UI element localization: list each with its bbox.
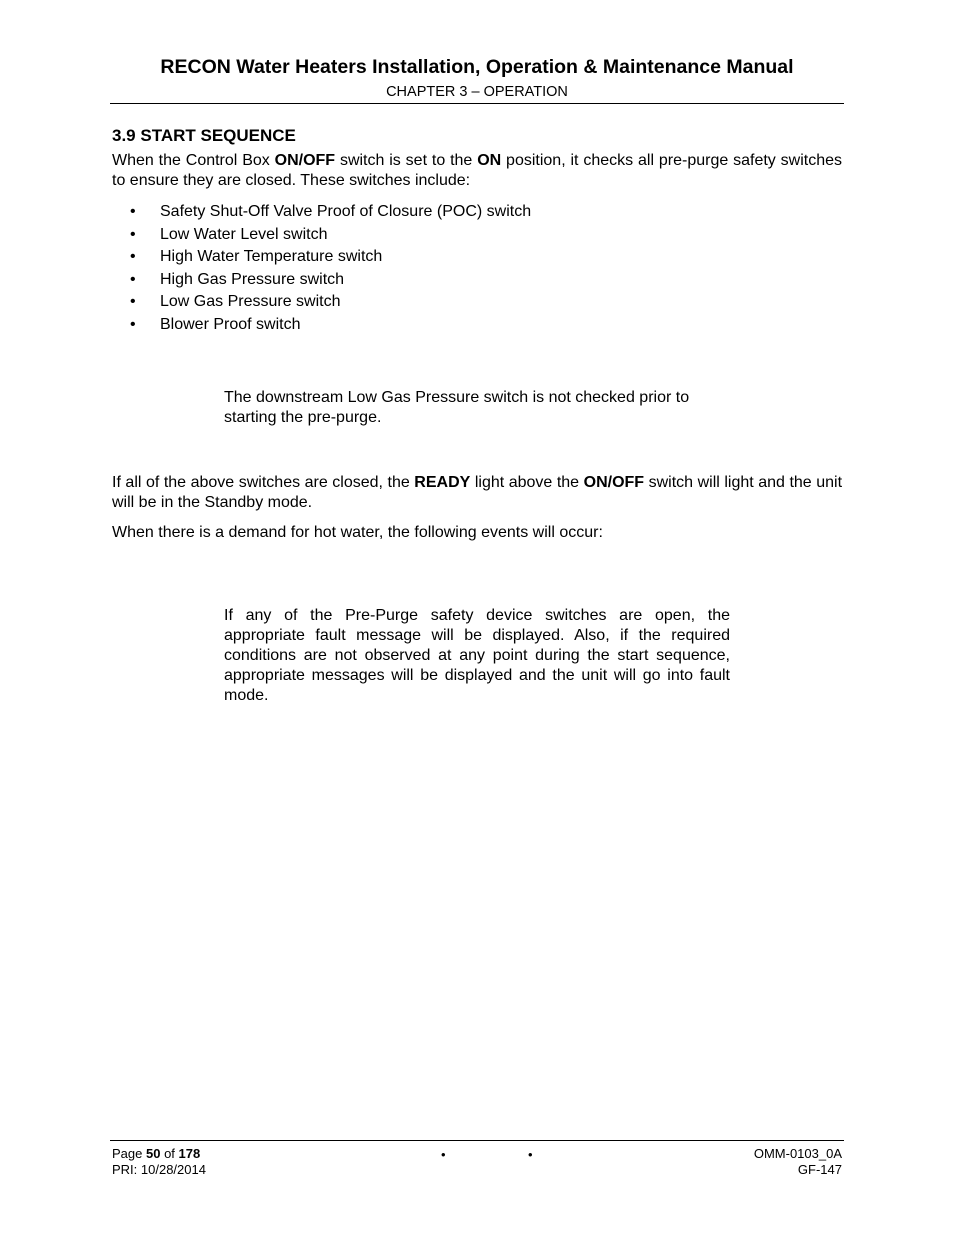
demand-paragraph: When there is a demand for hot water, the following events will occur: <box>112 524 603 541</box>
list-item <box>112 201 531 224</box>
footer-gf-code: GF-147 <box>797 1162 842 1177</box>
ready-text-1: If all of the above switches are closed, the <box>112 474 415 491</box>
ready-bold-ready: READY <box>414 474 471 491</box>
intro-text-1: When the Control Box <box>112 152 275 169</box>
section-heading: 3.9 START SEQUENCE <box>112 126 296 145</box>
note-fault-message: If any of the Pre-Purge safety device switches are open, the appropriate fault message will be displayed. Also, if the required conditions are not observed at any point during the start sequence, appropriate messages will be displayed and the unit will go into fault mode. <box>224 607 730 704</box>
bullet-icon: • <box>130 248 136 265</box>
bullet-icon: • <box>130 315 136 333</box>
bullet-icon: • <box>130 203 136 220</box>
document-title: RECON Water Heaters Installation, Operation & Maintenance Manual <box>160 56 794 78</box>
page-total: 178 <box>178 1146 201 1161</box>
bullet-icon: • <box>130 225 136 243</box>
footer-separator-right: • <box>528 1147 533 1162</box>
safety-switch-list <box>112 201 531 336</box>
footer-pri-date: PRI: 10/28/2014 <box>112 1162 206 1177</box>
intro-bold-on: ON <box>477 152 502 169</box>
bullet-icon: • <box>130 270 136 288</box>
intro-bold-onoff: ON/OFF <box>274 152 336 169</box>
list-item <box>112 314 531 337</box>
list-item-text: High Gas Pressure switch <box>160 270 345 288</box>
ready-paragraph <box>112 473 842 513</box>
intro-text-3: position, it checks all pre-purge safety switches to ensure they are closed. These switches include: <box>112 152 843 189</box>
list-item <box>112 269 531 292</box>
page-current: 50 <box>145 1146 161 1161</box>
intro-paragraph <box>112 151 842 191</box>
ready-text-3: switch will light and the unit will be in the Standby mode. <box>112 474 843 511</box>
page-of: of <box>160 1146 179 1161</box>
list-item-text: High Water Temperature switch <box>160 248 383 265</box>
footer-doc-number: OMM-0103_0A <box>753 1146 842 1161</box>
page-prefix: Page <box>112 1146 146 1161</box>
note-low-gas-pressure: The downstream Low Gas Pressure switch is not checked prior to starting the pre-purge. <box>224 389 690 426</box>
list-item-text: Low Gas Pressure switch <box>160 293 341 310</box>
ready-text-2: light above the <box>470 474 584 491</box>
list-item <box>112 246 531 269</box>
list-item-text: Blower Proof switch <box>160 315 301 333</box>
list-item <box>112 224 531 247</box>
footer-divider <box>110 1140 844 1141</box>
footer-separator-left: • <box>441 1147 446 1162</box>
header-divider <box>110 103 844 104</box>
intro-text-2: switch is set to the <box>335 152 478 169</box>
list-item-text: Low Water Level switch <box>160 225 328 243</box>
chapter-label: CHAPTER 3 – OPERATION <box>386 84 568 100</box>
footer-page-number <box>112 1146 200 1162</box>
list-item-text: Safety Shut-Off Valve Proof of Closure (POC) switch <box>160 203 532 220</box>
bullet-icon: • <box>130 293 136 310</box>
ready-bold-onoff: ON/OFF <box>583 474 645 491</box>
list-item <box>112 291 531 314</box>
